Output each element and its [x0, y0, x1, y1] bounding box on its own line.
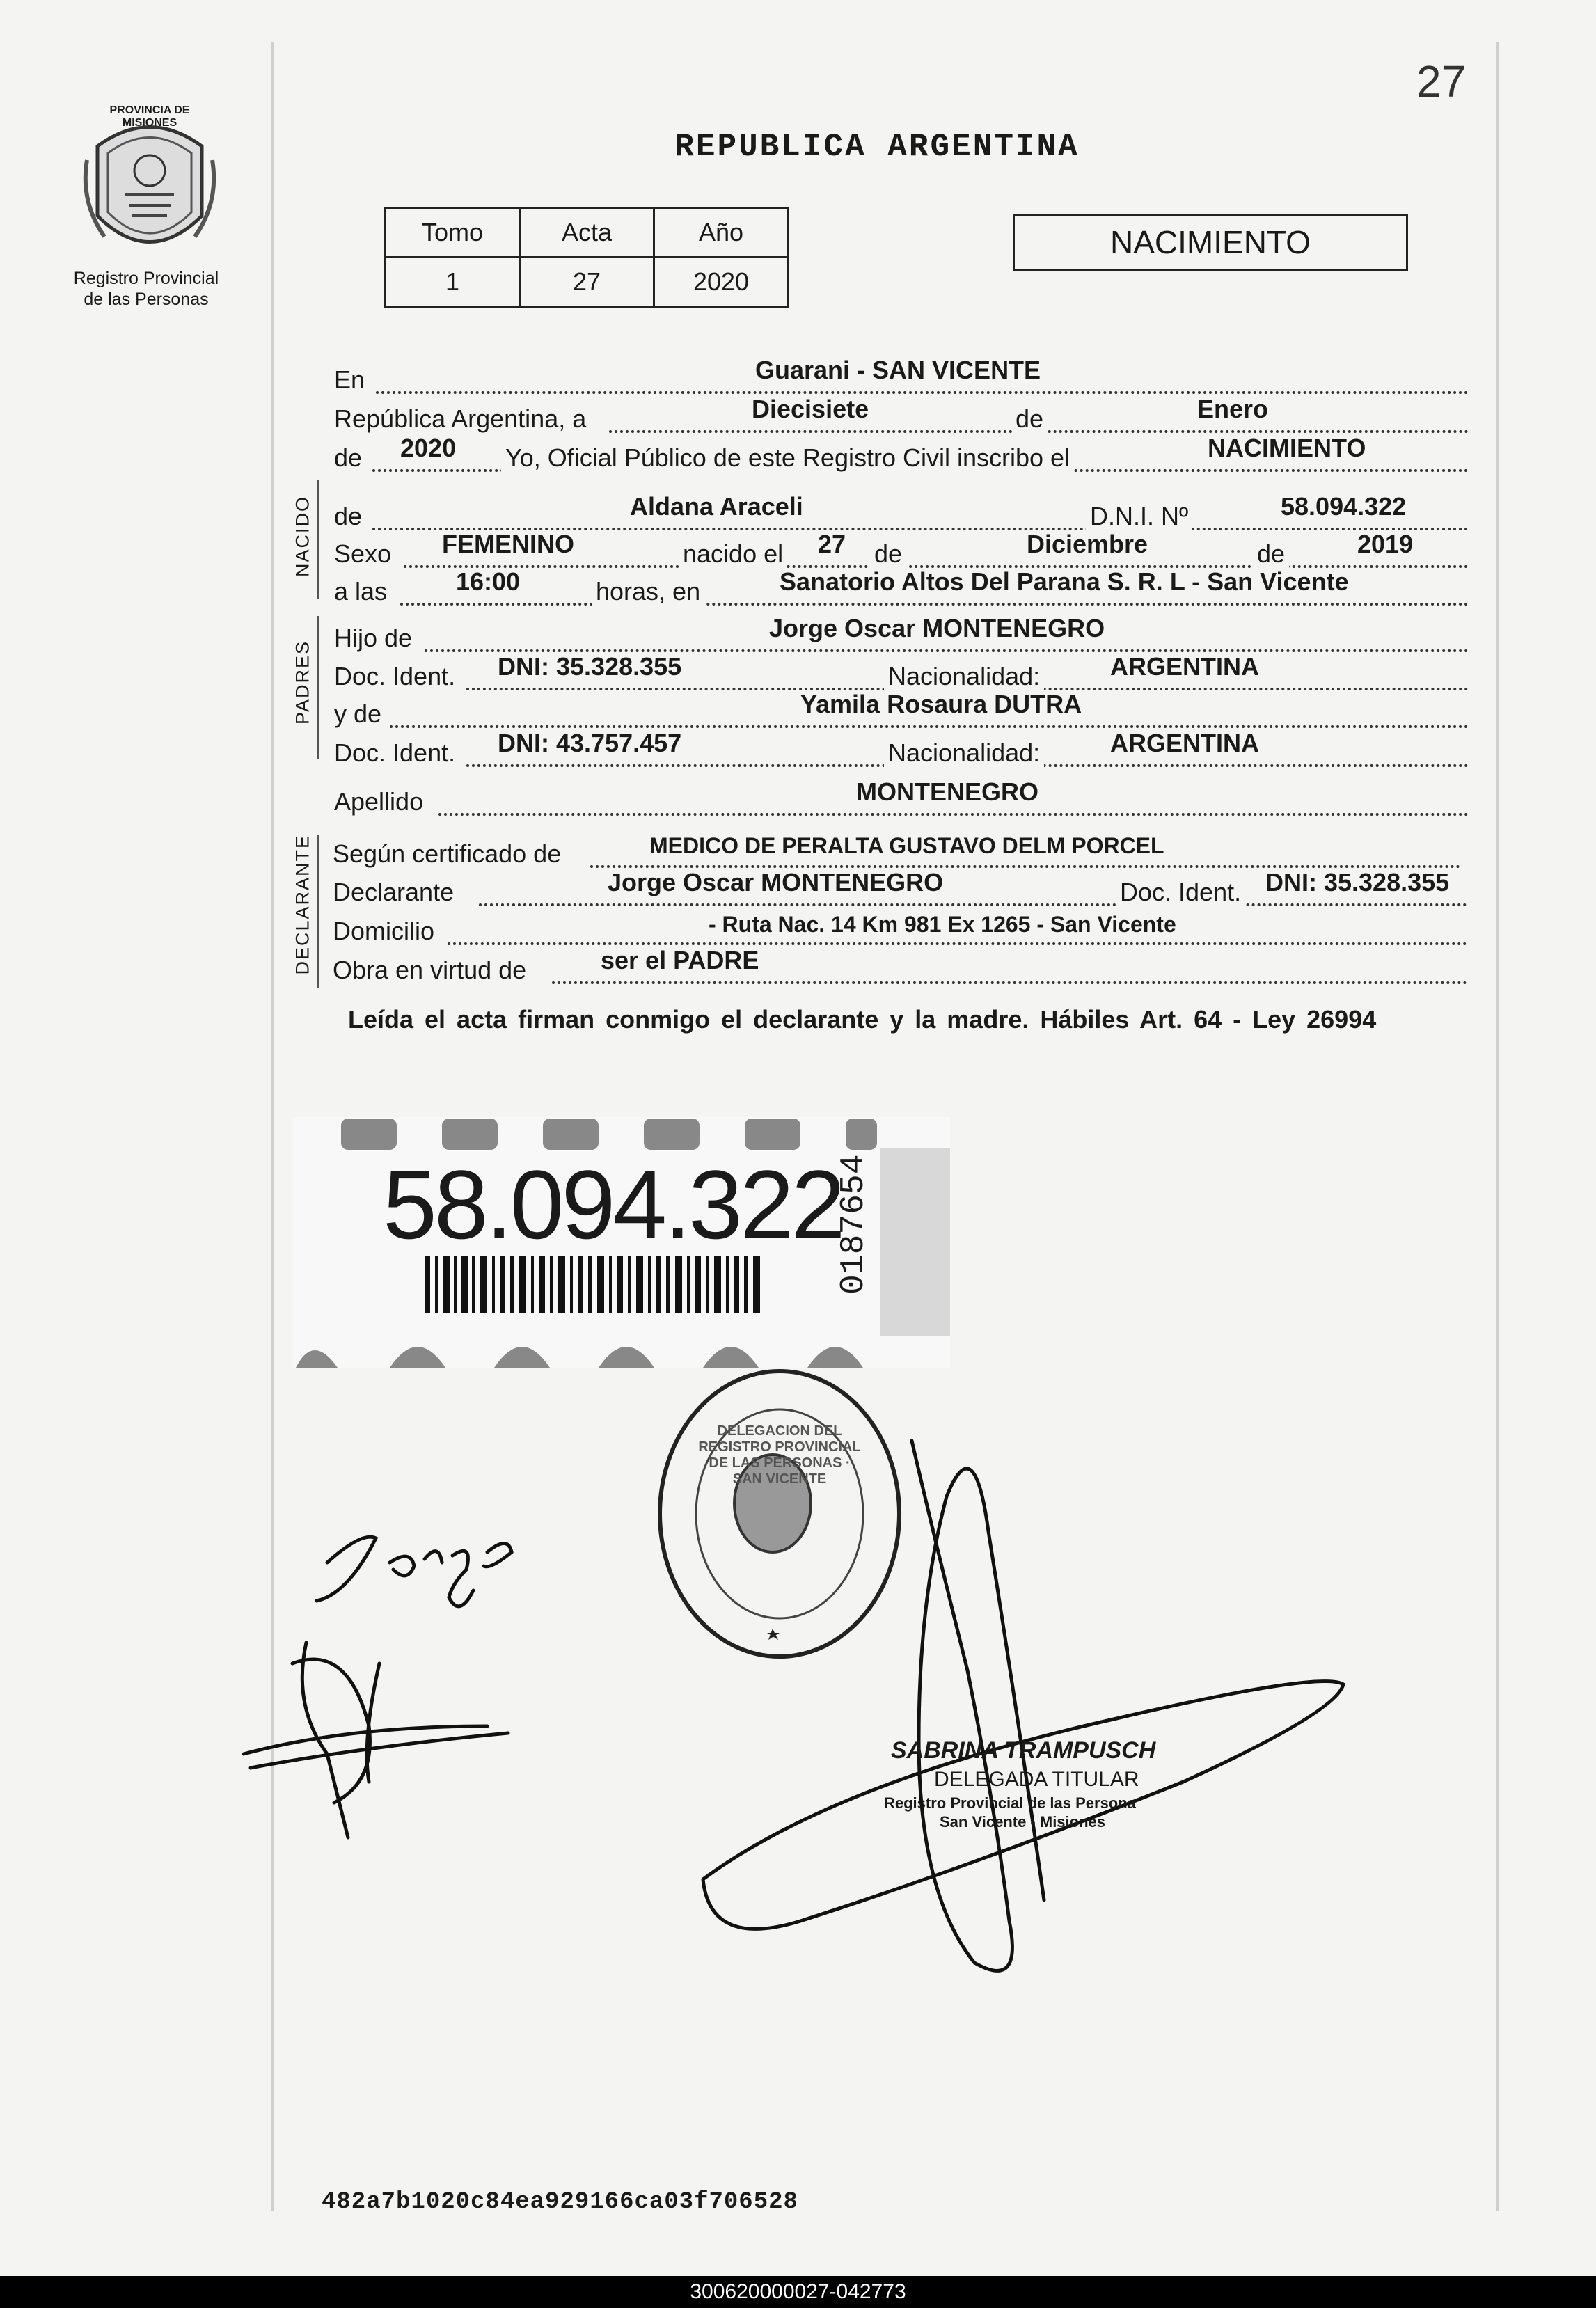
act-type-box: NACIMIENTO — [1013, 214, 1408, 271]
value-mother-nationality: ARGENTINA — [1110, 729, 1259, 757]
value-birth-month: Diciembre — [1027, 530, 1148, 558]
sticker-dni-number: 58.094.322 — [383, 1150, 843, 1259]
label-apellido: Apellido — [334, 787, 424, 816]
value-sexo: FEMENINO — [442, 530, 575, 558]
label-yo-text: Yo, Oficial Público de este Registro Civil inscribo el — [501, 443, 1074, 473]
label-hijo-de: Hijo de — [334, 624, 413, 652]
value-ano: 2020 — [654, 258, 789, 307]
row-mother-doc — [334, 729, 1469, 768]
label-dni: D.N.I. Nº — [1086, 501, 1192, 532]
value-birth-place: Sanatorio Altos Del Parana S. R. L - San Vicente — [780, 567, 1349, 596]
label-declarante: Declarante — [333, 878, 455, 906]
value-tomo: 1 — [386, 258, 520, 307]
value-virtue: ser el PADRE — [601, 946, 759, 974]
official-seal — [654, 1364, 905, 1663]
label-de: de — [334, 443, 363, 472]
row-name — [334, 492, 1469, 532]
value-child-name: Aldana Araceli — [630, 492, 803, 521]
value-mother-name: Yamila Rosaura DUTRA — [800, 690, 1082, 718]
value-year: 2020 — [400, 434, 457, 462]
registry-table-values — [386, 258, 789, 307]
value-mother-doc: DNI: 43.757.457 — [498, 729, 682, 757]
value-declarant-name: Jorge Oscar MONTENEGRO — [608, 868, 944, 896]
label-doc-ident: Doc. Ident. — [1116, 877, 1245, 908]
label-de: de — [1013, 404, 1046, 434]
label-obra-en-virtud: Obra en virtud de — [333, 956, 527, 984]
registry-table — [384, 207, 789, 308]
label-de: de — [334, 502, 363, 530]
logo-lettering: PROVINCIA DE MISIONES — [109, 104, 190, 129]
official-institution: Registro Provincial de las Persona — [884, 1794, 1136, 1812]
section-label-declarante: DECLARANTE — [292, 834, 313, 975]
row-date — [334, 395, 1469, 434]
label-segun-certificado: Según certificado de — [333, 839, 562, 868]
value-hour: 16:00 — [456, 567, 521, 596]
closing-statement: Leída el acta firman conmigo el declarante y la madre. Hábiles Art. 64 - Ley 26994 — [348, 1005, 1377, 1034]
label-nacionalidad: Nacionalidad: — [884, 661, 1044, 692]
registry-table-header — [386, 208, 789, 258]
page-number: 27 — [1416, 56, 1467, 106]
header-ano: Año — [654, 208, 789, 258]
label-horas-en: horas, en — [592, 576, 704, 607]
value-declarant-doc: DNI: 35.328.355 — [1265, 868, 1450, 896]
label-sexo: Sexo — [334, 539, 392, 568]
row-certificate — [333, 833, 1467, 869]
section-bar — [317, 480, 319, 599]
declarant-signature-text — [299, 1538, 300, 1539]
value-certificate: MEDICO DE PERALTA GUSTAVO DELM PORCEL — [649, 833, 1164, 858]
section-label-nacido: NACIDO — [292, 496, 313, 578]
label-de: de — [870, 539, 906, 569]
header-tomo: Tomo — [386, 208, 520, 258]
label-y-de: y de — [334, 699, 382, 728]
value-day-text: Diecisiete — [752, 395, 869, 423]
row-virtue — [333, 946, 1467, 986]
value-father-nationality: ARGENTINA — [1110, 652, 1259, 681]
row-time-place — [334, 567, 1469, 607]
value-child-dni: 58.094.322 — [1281, 492, 1407, 521]
row-birth — [334, 530, 1469, 569]
label-de: de — [1253, 539, 1289, 569]
institution-name — [42, 268, 251, 310]
row-declarant — [333, 868, 1467, 908]
value-birth-year: 2019 — [1357, 530, 1414, 558]
official-name: SABRINA TRAMPUSCH — [891, 1737, 1156, 1764]
value-acta: 27 — [520, 258, 654, 307]
value-address: - Ruta Nac. 14 Km 981 Ex 1265 - San Vicente — [709, 912, 1176, 937]
label-doc-ident: Doc. Ident. — [334, 738, 456, 767]
value-inscription: NACIMIENTO — [1208, 434, 1366, 462]
value-month: Enero — [1197, 395, 1269, 423]
sticker-serial: 0187654 — [835, 1154, 873, 1295]
label-en: En — [334, 365, 365, 394]
section-bar — [317, 616, 319, 759]
institution-line-2: de las Personas — [84, 290, 209, 309]
section-bar — [317, 835, 319, 988]
left-margin-line — [271, 42, 274, 2211]
header-acta: Acta — [520, 208, 654, 258]
value-apellido: MONTENEGRO — [856, 777, 1039, 806]
official-place: San Vicente - Misiones — [940, 1813, 1106, 1831]
value-birth-day: 27 — [818, 530, 846, 558]
province-shield-logo — [77, 104, 223, 271]
label-doc-ident: Doc. Ident. — [334, 662, 456, 690]
label-a-las: a las — [334, 577, 388, 606]
label-domicilio: Domicilio — [333, 917, 435, 945]
label-nacionalidad: Nacionalidad: — [884, 738, 1044, 768]
right-margin-line — [1496, 42, 1499, 2211]
footer-code: 300620000027-042773 — [0, 2276, 1596, 2308]
seal-lettering: DELEGACION DEL REGISTRO PROVINCIAL DE LAS PERSONAS · SAN VICENTE — [698, 1423, 861, 1487]
label-nacido-el: nacido el — [679, 539, 787, 569]
row-apellido — [334, 777, 1469, 817]
row-mother — [334, 690, 1469, 729]
declarant-signature — [244, 1537, 512, 1837]
row-place — [334, 356, 1469, 395]
row-father-doc — [334, 652, 1469, 692]
document-hash: 482a7b1020c84ea929166ca03f706528 — [322, 2189, 798, 2215]
institution-line-1: Registro Provincial — [73, 269, 219, 288]
value-place: Guarani - SAN VICENTE — [755, 356, 1041, 384]
value-father-doc: DNI: 35.328.355 — [498, 652, 682, 681]
row-year — [334, 434, 1469, 473]
document-title: REPUBLICA ARGENTINA — [674, 129, 1080, 165]
value-father-name: Jorge Oscar MONTENEGRO — [769, 614, 1105, 642]
section-label-padres: PADRES — [292, 640, 313, 725]
official-role: DELEGADA TITULAR — [934, 1768, 1139, 1791]
row-address — [333, 912, 1467, 947]
label-republica: República Argentina, a — [334, 404, 587, 433]
row-father — [334, 614, 1469, 654]
